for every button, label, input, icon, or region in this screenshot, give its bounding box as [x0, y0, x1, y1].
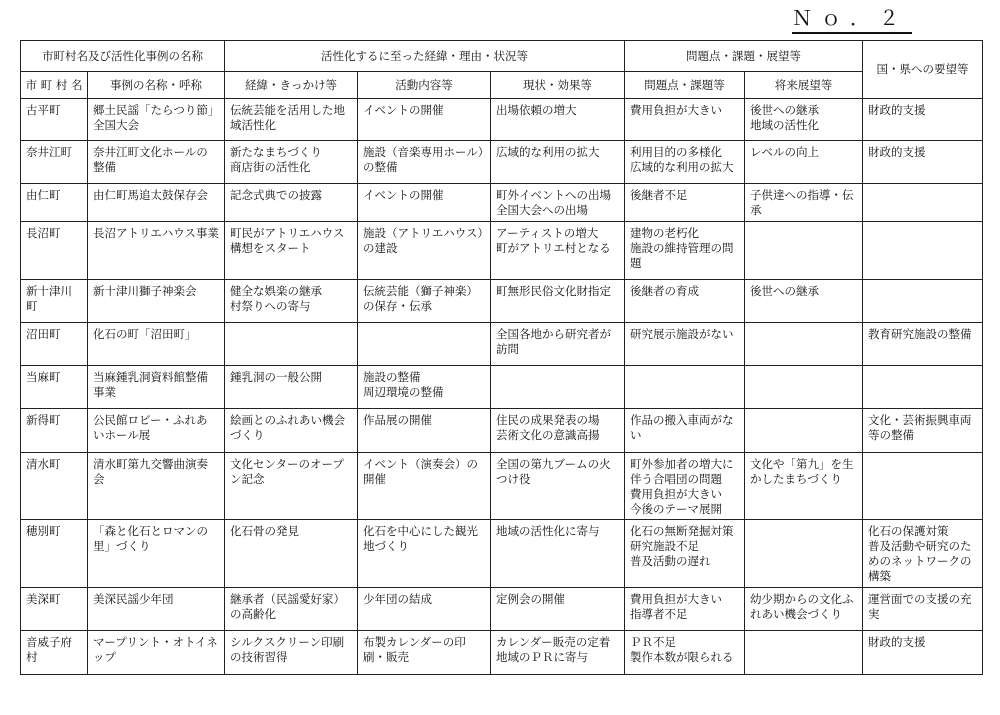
- cell-request: [863, 184, 983, 222]
- cell-activity: 少年団の結成: [358, 588, 491, 631]
- cell-case-name: 化石の町「沼田町」: [88, 323, 225, 366]
- cell-case-name: 由仁町馬追太鼓保存会: [88, 184, 225, 222]
- cell-case-name: 「森と化石とロマンの里」づくり: [88, 520, 225, 588]
- cell-activity: イベントの開催: [358, 99, 491, 141]
- cell-case-name: 長沼アトリエハウス事業: [88, 222, 225, 280]
- cell-status: 全国各地から研究者が訪問: [491, 323, 625, 366]
- cell-background: シルクスクリーン印刷の技術習得: [225, 631, 358, 675]
- cell-request: [863, 453, 983, 520]
- cell-outlook: 子供達への指導・伝承: [745, 184, 863, 222]
- table-body: [21, 99, 983, 675]
- table-row: [21, 631, 983, 675]
- cell-municipality: 音威子府村: [21, 631, 88, 675]
- table-row: [21, 453, 983, 520]
- header-case-name: 事例の名称・呼称: [88, 72, 225, 99]
- cell-background: 鍾乳洞の一般公開: [225, 366, 358, 409]
- cell-status: 町外イベントへの出場 全国大会への出場: [491, 184, 625, 222]
- cell-municipality: 美深町: [21, 588, 88, 631]
- cell-activity: イベント（演奏会）の開催: [358, 453, 491, 520]
- cell-background: 記念式典での披露: [225, 184, 358, 222]
- cell-status: 出場依頼の増大: [491, 99, 625, 141]
- table-row: [21, 588, 983, 631]
- cell-problems: [625, 366, 745, 409]
- cell-outlook: 後世への継承 地域の活性化: [745, 99, 863, 141]
- header-background: 経緯・きっかけ等: [225, 72, 358, 99]
- table-row: [21, 366, 983, 409]
- cell-background: 継承者（民謡愛好家）の高齢化: [225, 588, 358, 631]
- cell-request: [863, 222, 983, 280]
- cell-request: 教育研究施設の整備: [863, 323, 983, 366]
- cell-problems: 町外参加者の増大に伴う合唱団の問題 費用負担が大きい 今後のテーマ展開: [625, 453, 745, 520]
- cell-request: [863, 280, 983, 323]
- header-problems: 問題点・課題等: [625, 72, 745, 99]
- cell-outlook: [745, 631, 863, 675]
- cell-problems: 作品の搬入車両がない: [625, 409, 745, 453]
- cell-request: 運営面での支援の充実: [863, 588, 983, 631]
- cell-activity: 布製カレンダーの印刷・販売: [358, 631, 491, 675]
- cell-status: アーティストの増大 町がアトリエ村となる: [491, 222, 625, 280]
- cell-outlook: [745, 366, 863, 409]
- cell-municipality: 由仁町: [21, 184, 88, 222]
- cell-request: 化石の保護対策 普及活動や研究のためのネットワークの構築: [863, 520, 983, 588]
- header-municipality: 市 町 村 名: [21, 72, 88, 99]
- cell-status: 定例会の開催: [491, 588, 625, 631]
- cell-municipality: 長沼町: [21, 222, 88, 280]
- cell-problems: 建物の老朽化 施設の維持管理の問題: [625, 222, 745, 280]
- cell-background: 伝統芸能を活用した地域活性化: [225, 99, 358, 141]
- cell-activity: [358, 323, 491, 366]
- cell-municipality: 穂別町: [21, 520, 88, 588]
- cell-outlook: [745, 222, 863, 280]
- header-group-issues: 問題点・課題・展望等: [625, 41, 863, 72]
- cell-activity: 作品展の開催: [358, 409, 491, 453]
- cell-case-name: 郷土民謡「たらつり節」全国大会: [88, 99, 225, 141]
- cell-municipality: 古平町: [21, 99, 88, 141]
- table-row: [21, 323, 983, 366]
- cell-problems: 後継者不足: [625, 184, 745, 222]
- table-row: [21, 99, 983, 141]
- cell-background: 文化センターのオープン記念: [225, 453, 358, 520]
- cell-problems: 費用負担が大きい 指導者不足: [625, 588, 745, 631]
- cell-status: 地域の活性化に寄与: [491, 520, 625, 588]
- cell-outlook: [745, 520, 863, 588]
- table-row: [21, 520, 983, 588]
- cell-status: [491, 366, 625, 409]
- table-row: [21, 184, 983, 222]
- cell-outlook: 後世への継承: [745, 280, 863, 323]
- cell-problems: 研究展示施設がない: [625, 323, 745, 366]
- header-group-reason: 活性化するに至った経緯・理由・状況等: [225, 41, 625, 72]
- cell-status: 広域的な利用の拡大: [491, 141, 625, 184]
- cell-activity: 施設（アトリエハウス）の建設: [358, 222, 491, 280]
- cell-case-name: 奈井江町文化ホールの整備: [88, 141, 225, 184]
- table-row: [21, 141, 983, 184]
- cell-status: 町無形民俗文化財指定: [491, 280, 625, 323]
- cell-municipality: 沼田町: [21, 323, 88, 366]
- cell-background: 町民がアトリエハウス構想をスタート: [225, 222, 358, 280]
- cell-problems: 化石の無断発掘対策 研究施設不足 普及活動の遅れ: [625, 520, 745, 588]
- cell-case-name: 新十津川獅子神楽会: [88, 280, 225, 323]
- cell-request: 財政的支援: [863, 631, 983, 675]
- cell-municipality: 新得町: [21, 409, 88, 453]
- header-request: 国・県への要望等: [863, 41, 983, 99]
- cell-background: 健全な娯楽の継承 村祭りへの寄与: [225, 280, 358, 323]
- cell-problems: 利用目的の多様化 広域的な利用の拡大: [625, 141, 745, 184]
- cell-case-name: 当麻鍾乳洞資料館整備事業: [88, 366, 225, 409]
- table-row: [21, 280, 983, 323]
- cell-background: 化石骨の発見: [225, 520, 358, 588]
- header-outlook: 将来展望等: [745, 72, 863, 99]
- cell-status: カレンダー販売の定着 地域のＰＲに寄与: [491, 631, 625, 675]
- cell-municipality: 奈井江町: [21, 141, 88, 184]
- cell-status: 全国の第九ブームの火つけ役: [491, 453, 625, 520]
- cell-outlook: [745, 409, 863, 453]
- header-group-name: 市町村名及び活性化事例の名称: [21, 41, 225, 72]
- cell-activity: 化石を中心にした観光地づくり: [358, 520, 491, 588]
- cell-municipality: 当麻町: [21, 366, 88, 409]
- cell-activity: 伝統芸能（獅子神楽）の保存・伝承: [358, 280, 491, 323]
- header-status: 現状・効果等: [491, 72, 625, 99]
- cell-outlook: [745, 323, 863, 366]
- cell-request: 財政的支援: [863, 99, 983, 141]
- cell-request: [863, 366, 983, 409]
- cell-problems: ＰＲ不足 製作本数が限られる: [625, 631, 745, 675]
- cell-request: 財政的支援: [863, 141, 983, 184]
- cell-background: 新たなまちづくり 商店街の活性化: [225, 141, 358, 184]
- cell-problems: 費用負担が大きい: [625, 99, 745, 141]
- cell-status: 住民の成果発表の場 芸術文化の意識高揚: [491, 409, 625, 453]
- table-row: [21, 409, 983, 453]
- cell-municipality: 清水町: [21, 453, 88, 520]
- cell-request: 文化・芸術振興車両等の整備: [863, 409, 983, 453]
- cell-activity: イベントの開催: [358, 184, 491, 222]
- cell-outlook: 文化や「第九」を生かしたまちづくり: [745, 453, 863, 520]
- activation-case-table: [20, 40, 983, 675]
- cell-background: 絵画とのふれあい機会づくり: [225, 409, 358, 453]
- cell-outlook: レベルの向上: [745, 141, 863, 184]
- cell-case-name: 公民館ロビー・ふれあいホール展: [88, 409, 225, 453]
- table-row: [21, 222, 983, 280]
- cell-problems: 後継者の育成: [625, 280, 745, 323]
- cell-activity: 施設の整備 周辺環境の整備: [358, 366, 491, 409]
- header-activity: 活動内容等: [358, 72, 491, 99]
- cell-case-name: 清水町第九交響曲演奏会: [88, 453, 225, 520]
- cell-municipality: 新十津川町: [21, 280, 88, 323]
- cell-outlook: 幼少期からの文化ふれあい機会づくり: [745, 588, 863, 631]
- cell-background: [225, 323, 358, 366]
- cell-case-name: 美深民謡少年団: [88, 588, 225, 631]
- cell-activity: 施設（音楽専用ホール）の整備: [358, 141, 491, 184]
- cell-case-name: マープリント・オトイネップ: [88, 631, 225, 675]
- page-number: Ｎｏ．２: [792, 6, 912, 34]
